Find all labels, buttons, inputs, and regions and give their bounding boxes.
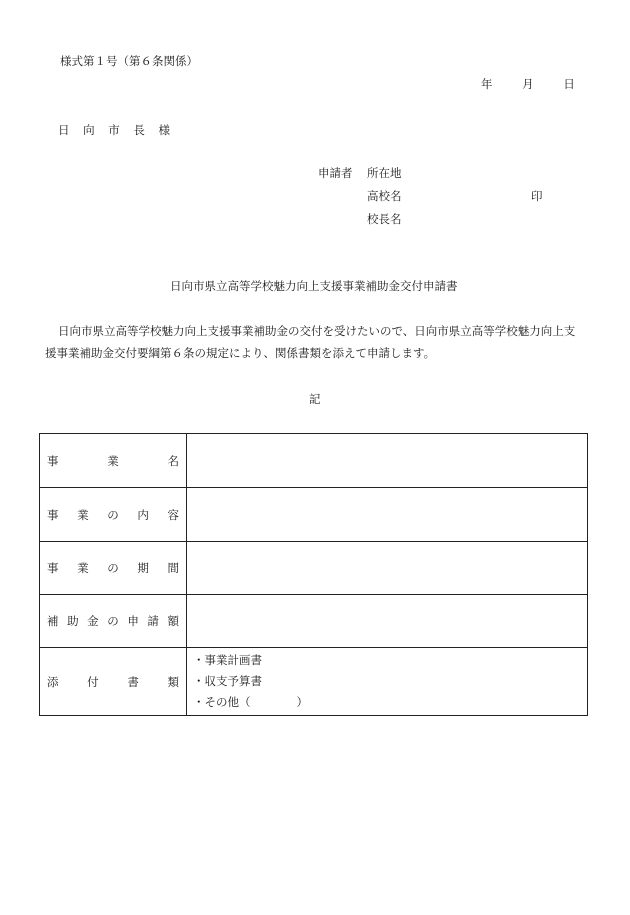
list-item: ・事業計画書	[193, 653, 262, 667]
form-number: 様式第１号（第６条関係）	[60, 54, 198, 68]
seal-mark: 印	[531, 189, 543, 203]
table-row	[40, 595, 588, 648]
date-month: 月	[522, 77, 534, 91]
addressee-char: 日	[58, 123, 70, 137]
school-name-label: 高校名	[367, 189, 402, 203]
body-text-line-2: 援事業補助金交付要綱第６条の規定により、関係書類を添えて申請します。	[45, 346, 436, 360]
label-char: 業	[107, 453, 119, 468]
address-label: 所在地	[367, 166, 402, 180]
project-name-field[interactable]	[187, 434, 588, 488]
label-char: の	[107, 507, 119, 522]
label-char: 内	[137, 507, 149, 522]
label-char: 添	[47, 674, 59, 689]
project-period-field[interactable]	[187, 542, 588, 595]
addressee	[58, 125, 170, 137]
principal-name-label: 校長名	[367, 212, 402, 226]
date-line	[481, 79, 575, 91]
label-char: 事	[47, 507, 59, 522]
label-char: 額	[167, 614, 179, 628]
applicant-label: 申請者	[318, 166, 353, 180]
row-label	[40, 488, 187, 542]
application-table	[39, 433, 588, 716]
document-title: 日向市県立高等学校魅力向上支援事業補助金交付申請書	[170, 279, 458, 293]
label-char: 業	[77, 507, 89, 522]
project-content-field[interactable]	[187, 488, 588, 542]
table-row	[40, 488, 588, 542]
addressee-char: 向	[83, 123, 95, 137]
label-char: 名	[167, 453, 179, 468]
label-char: 間	[167, 561, 179, 575]
body-text-line-1: 日向市県立高等学校魅力向上支援事業補助金の交付を受けたいので、日向市県立高等学校魅力向上支	[58, 324, 576, 338]
label-char: 請	[147, 614, 159, 628]
attachments-list	[187, 648, 588, 716]
label-char: 事	[47, 453, 59, 468]
label-char: 類	[167, 674, 179, 689]
label-char: 金	[87, 614, 99, 628]
label-char: 事	[47, 561, 59, 575]
record-mark: 記	[309, 392, 321, 406]
table-row	[40, 648, 588, 716]
label-char: 補	[47, 614, 59, 628]
label-char: 書	[127, 674, 139, 689]
addressee-char: 長	[133, 123, 145, 137]
row-label	[40, 595, 187, 648]
subsidy-amount-field[interactable]	[187, 595, 588, 648]
table-row	[40, 434, 588, 488]
label-char: 業	[77, 561, 89, 575]
table-row	[40, 542, 588, 595]
row-label	[40, 542, 187, 595]
label-char: の	[107, 614, 119, 628]
label-char: の	[107, 561, 119, 575]
list-item: ・収支予算書	[193, 674, 262, 688]
row-label	[40, 434, 187, 488]
list-item: ・その他（ ）	[193, 695, 308, 709]
row-label	[40, 648, 187, 716]
date-day: 日	[563, 77, 575, 91]
label-char: 期	[137, 561, 149, 575]
label-char: 容	[167, 507, 179, 522]
label-char: 付	[87, 674, 99, 689]
label-char: 申	[127, 614, 139, 628]
date-year: 年	[481, 77, 493, 91]
addressee-char: 様	[158, 123, 170, 137]
label-char: 助	[67, 614, 79, 628]
addressee-char: 市	[108, 123, 120, 137]
